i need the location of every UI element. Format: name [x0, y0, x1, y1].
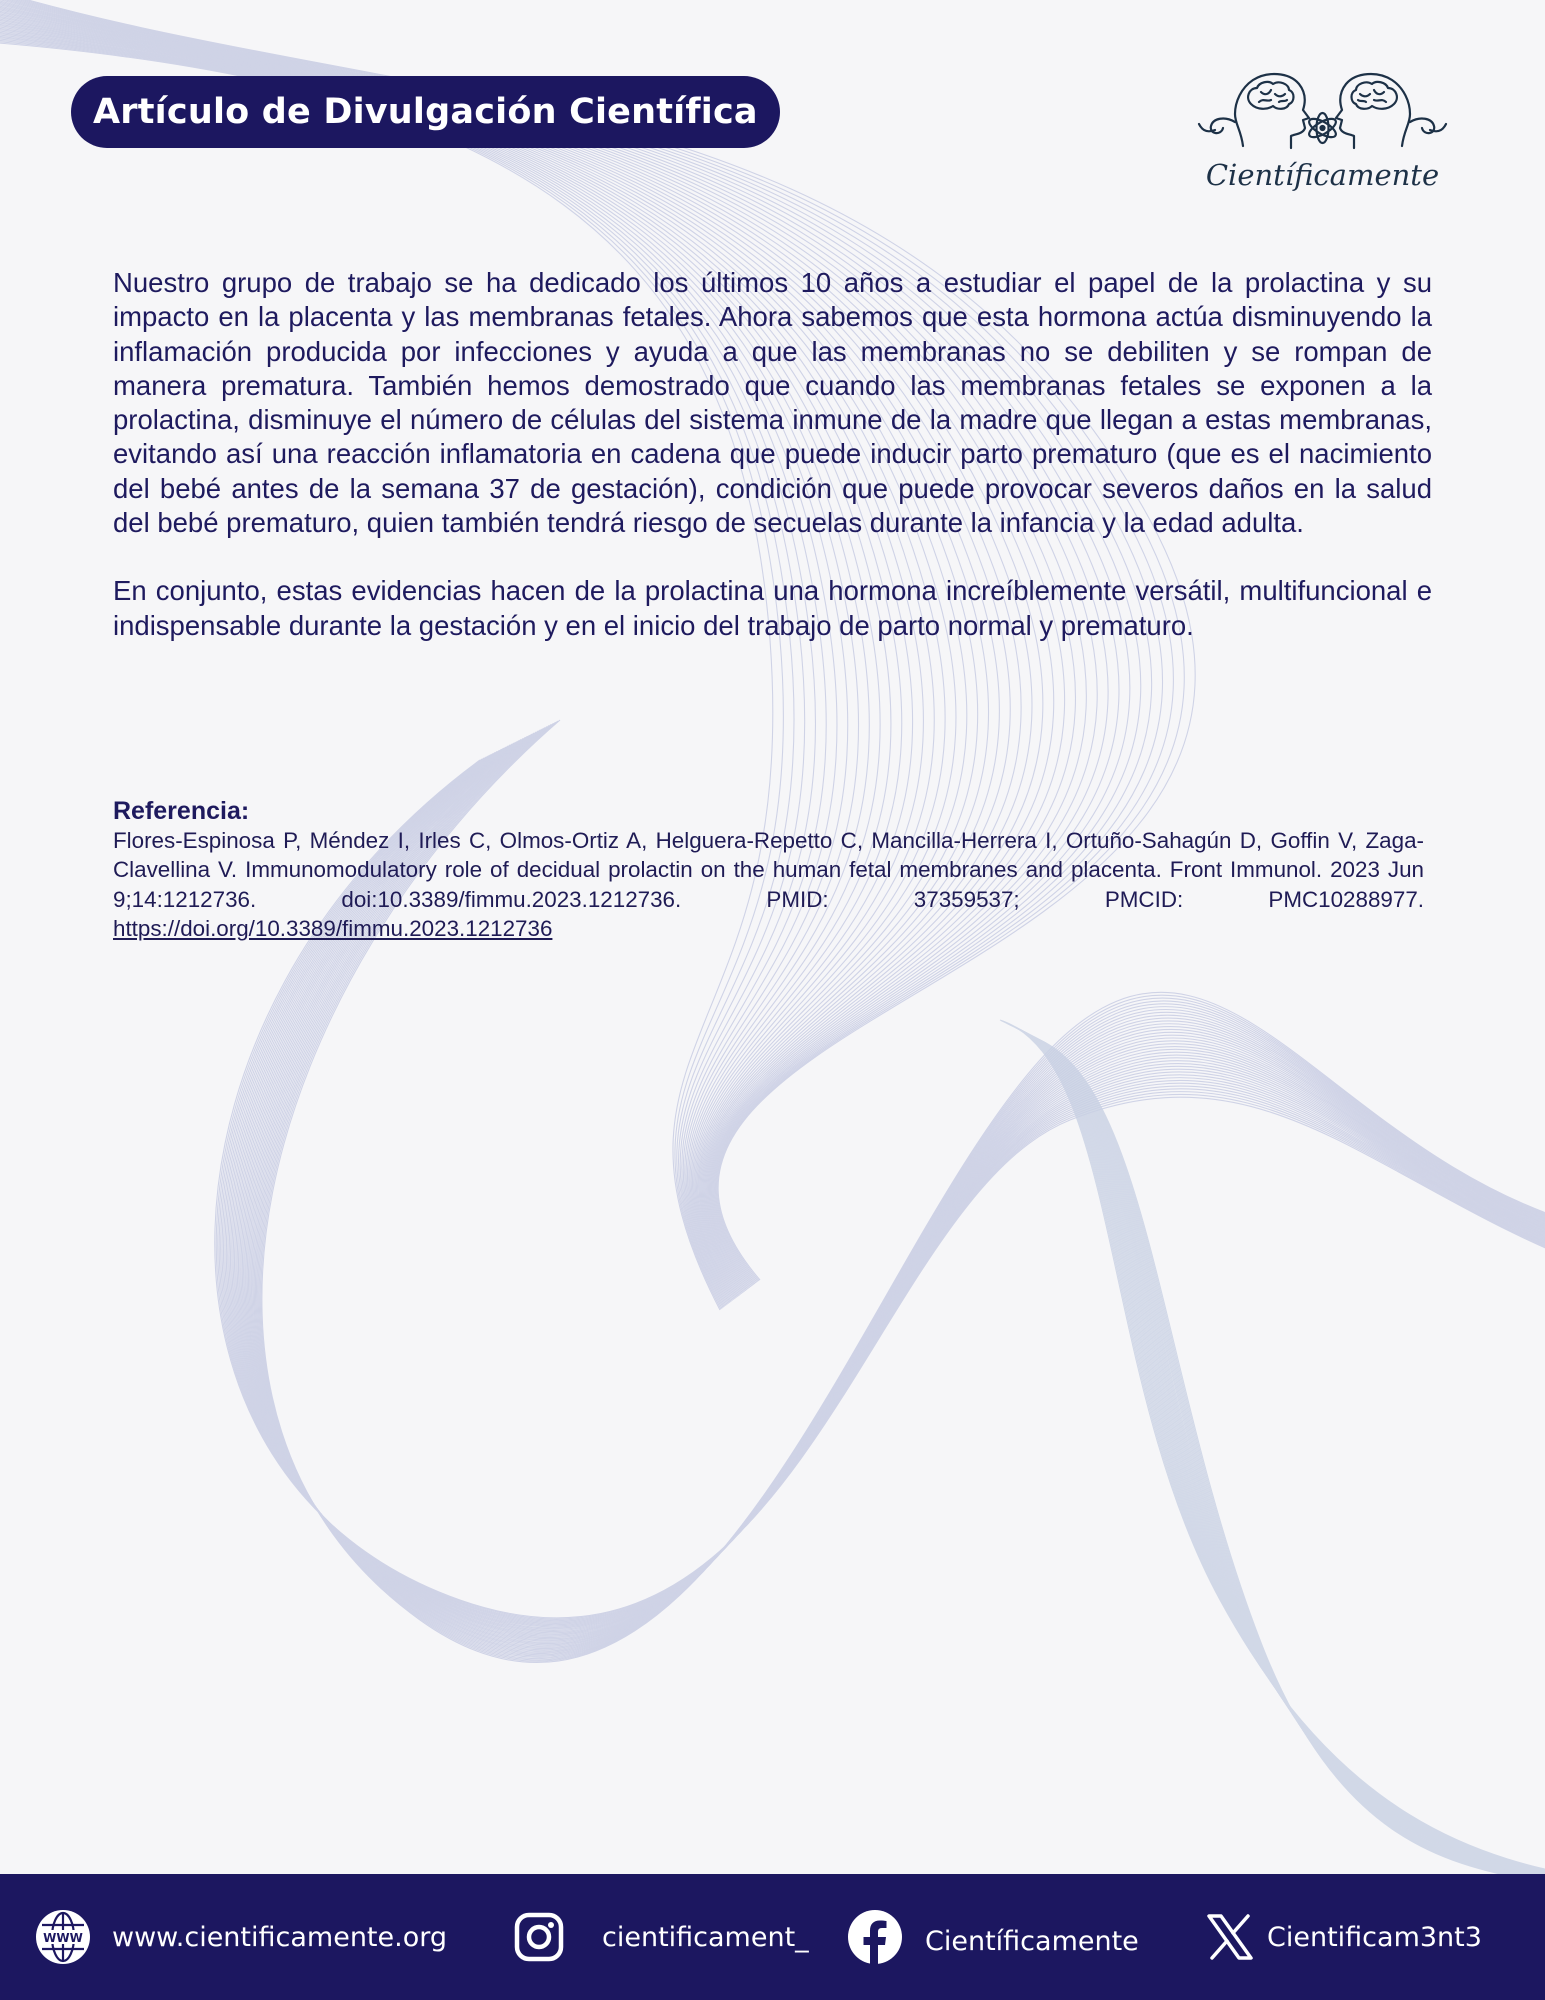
- article-type-badge: [71, 76, 780, 148]
- article-type-title: Artículo de Divulgación Científica: [93, 92, 758, 132]
- footer-instagram[interactable]: [514, 1874, 809, 2000]
- reference-title: Referencia:: [113, 797, 250, 825]
- cientificamente-logo: [1195, 58, 1450, 208]
- paragraph-2: En conjunto, estas evidencias hacen de la prolactina una hormona increíblemente versátil, multifuncional e indispensable durante la gestación y en el inicio del trabajo de parto normal y prematuro.: [113, 575, 1432, 641]
- svg-text:WWW: WWW: [43, 1931, 83, 1945]
- footer-website[interactable]: [34, 1874, 447, 2000]
- footer-x[interactable]: [1207, 1874, 1482, 2000]
- paragraph-1: Nuestro grupo de trabajo se ha dedicado los últimos 10 años a estudiar el papel de la prolactina y su impacto en la placenta y las membranas fetales. Ahora sabemos que esta hormona actúa disminuyendo la inflamación producida por infecciones y ayuda a que las membranas no se debiliten y se rompan de manera prematura. También hemos demostrado que cuando las membranas fetales se exponen a la prolactina, disminuye el número de células del sistema inmune de la madre que llegan a estas membranas, evitando así una reacción inflamatoria en cadena que puede inducir parto prematuro (que es el nacimiento del bebé antes de la semana 37 de gestación), condición que puede provocar severos daños en la salud del bebé prematuro, quien también tendrá riesgo de secuelas durante la infancia y la edad adulta.: [113, 267, 1432, 539]
- facebook-icon: [847, 1909, 903, 1965]
- footer-instagram-label: cientificament_: [602, 1921, 809, 1953]
- x-icon: [1207, 1914, 1253, 1960]
- footer-facebook-label: Científicamente: [925, 1925, 1139, 1957]
- footer-x-label: Cientificam3nt3: [1267, 1921, 1482, 1953]
- reference-section: [113, 796, 1424, 943]
- globe-www-icon: [34, 1908, 92, 1966]
- logo-wordmark: Científicamente: [1205, 158, 1440, 192]
- footer-website-label: www.cientificamente.org: [112, 1921, 447, 1953]
- instagram-icon: [514, 1912, 564, 1962]
- brain-heads-atom-icon: [1195, 58, 1450, 158]
- reference-text: Flores-Espinosa P, Méndez I, Irles C, Olmos-Ortiz A, Helguera-Repetto C, Mancilla-Herrera I, Ortuño-Sahagún D, Goffin V, Zaga-Clavellina V. Immunomodulatory role of decidual prolactin on the human fetal membranes and placenta. Front Immunol. 2023 Jun 9;14:1212736. doi:10.3389/fimmu.2023.1212736. PMID: 37359537; PMCID: PMC10288977.: [113, 828, 1424, 912]
- footer-facebook[interactable]: [847, 1874, 1139, 2000]
- footer-bar: [0, 1874, 1545, 2000]
- reference-doi-link[interactable]: https://doi.org/10.3389/fimmu.2023.1212736: [113, 915, 553, 941]
- reference-citation: [113, 826, 1424, 943]
- article-body: [113, 266, 1432, 643]
